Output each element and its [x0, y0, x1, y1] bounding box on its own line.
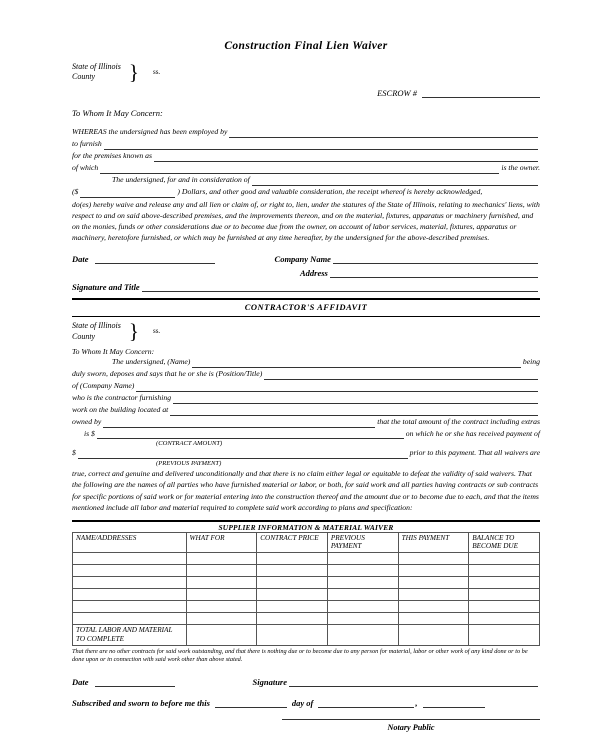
table-row[interactable]: [73, 601, 540, 613]
dollars-open-label: ($: [72, 187, 79, 197]
affidavit-brace-glyph: }: [128, 319, 139, 344]
table-cell[interactable]: [257, 625, 328, 646]
table-cell[interactable]: [186, 577, 257, 589]
table-cell[interactable]: [327, 553, 398, 565]
table-cell[interactable]: [257, 613, 328, 625]
sworn-day-input[interactable]: [215, 699, 287, 707]
affidavit-heading: CONTRACTOR'S AFFIDAVIT: [244, 302, 368, 313]
whereas-line-1: [72, 127, 540, 138]
affidavit-top-rule: [72, 298, 540, 300]
dollars-tail-label: ) Dollars, and other good and valuable consideration, the receipt whereof is hereby acknowledged,: [177, 187, 483, 197]
whereas-line-5: [72, 175, 540, 186]
notary-block: [72, 677, 540, 732]
table-cell[interactable]: [398, 553, 469, 565]
day-of-label: day of: [291, 697, 314, 708]
column-header-what-for: WHAT FOR: [186, 532, 257, 553]
column-header-contract-price: CONTRACT PRICE: [257, 532, 328, 553]
affidavit-venue-state: State of Illinois: [72, 321, 121, 331]
whereas-line-3: [72, 151, 540, 162]
table-cell[interactable]: [186, 553, 257, 565]
venue-ss: ss.: [152, 67, 161, 76]
fineprint-paragraph: That there are no other contracts for said work outstanding, and that there is nothing due or to become due to any person for material, labor or other work of any kind done or to be done upon or in connection with said work other than above stated.: [72, 647, 528, 664]
bottom-signature-input[interactable]: [289, 678, 538, 686]
table-row[interactable]: [73, 589, 540, 601]
whereas-line-2: [72, 139, 540, 150]
premises-input[interactable]: [154, 155, 538, 163]
notary-public-label: Notary Public: [387, 722, 435, 732]
table-cell[interactable]: [327, 577, 398, 589]
supplier-table: [72, 532, 540, 646]
table-cell[interactable]: [186, 601, 257, 613]
sworn-year-input[interactable]: [423, 699, 485, 707]
affidavit-owned-input[interactable]: [103, 420, 375, 428]
affidavit-company-label: of (Company Name): [72, 380, 135, 390]
signature-title-input[interactable]: [142, 284, 538, 292]
table-cell[interactable]: [257, 553, 328, 565]
affidavit-name-row: [72, 357, 540, 368]
affidavit-company-row: [72, 381, 540, 392]
affidavit-venue-block: [72, 319, 540, 344]
consideration-label: The undersigned, for and in consideration of: [112, 175, 250, 185]
table-cell[interactable]: [327, 613, 398, 625]
column-header-previous-payment: PREVIOUS PAYMENT: [327, 532, 398, 553]
to-whom-it-may-concern: To Whom It May Concern:: [72, 108, 163, 119]
column-header-this-payment: THIS PAYMENT: [398, 532, 469, 553]
affidavit-position-label: duly sworn, deposes and says that he or she is (Position/Title): [72, 368, 263, 378]
affidavit-venue-county: County: [72, 331, 96, 341]
table-cell[interactable]: [257, 589, 328, 601]
supplier-table-heading: SUPPLIER INFORMATION & MATERIAL WAIVER: [218, 522, 394, 532]
table-cell[interactable]: [73, 589, 187, 601]
affidavit-contractor-input[interactable]: [173, 396, 538, 404]
table-cell[interactable]: [469, 553, 540, 565]
date-input[interactable]: [95, 257, 215, 265]
table-cell[interactable]: [257, 577, 328, 589]
signature-title-label: Signature and Title: [72, 282, 140, 293]
to-furnish-label: to furnish: [72, 139, 102, 149]
subscribed-sworn-label: Subscribed and sworn to before me this: [72, 697, 210, 708]
affidavit-bottom-rule: [72, 316, 540, 317]
affidavit-contract-amount-input[interactable]: [97, 432, 404, 440]
notary-signature-line[interactable]: [282, 719, 540, 720]
company-name-label: Company Name: [274, 254, 331, 265]
venue-block: [72, 59, 540, 84]
affidavit-previous-payment-input[interactable]: [78, 452, 408, 460]
affidavit-closing-paragraph: true, correct and genuine and delivered unconditionally and that there is no claim either legal or equitable to defeat the validity of said waivers. That the following are the names of all parties who have furnished material or labor, or both, for said work and all parties having contracts or sub contracts for specific portions of said work or for material entering into the construction thereof and the amount due or to become due to each, and that the items mentioned include all labor and material required to complete said work according to plans and specification:: [72, 469, 539, 512]
previous-payment-caption: (PREVIOUS PAYMENT): [156, 460, 222, 468]
table-row[interactable]: [73, 613, 540, 625]
supplier-table-body: [73, 553, 540, 646]
affidavit-previous-payment-row: [72, 448, 540, 459]
table-row[interactable]: [73, 577, 540, 589]
affidavit-owned-row: [72, 417, 540, 428]
affidavit-prev-dollar-label: $: [72, 448, 76, 458]
owner-input[interactable]: [100, 167, 499, 175]
sworn-month-input[interactable]: [318, 699, 414, 707]
waiver-paragraph: do(es) hereby waive and release any and all lien or claim of, or right to, lien, under the statures of the State of Illinois, relating to mechanics' liens, with respect to and on said above-described premises, and the improvements thereon, and on the material, fixtures, apparatus or machinery furnished, and on the monies, funds or other considerations due or to become due from the owner, on account of labor services, material, fixtures, apparatus or machinery, heretofore furnished, or which may be furnished at any time hereafter, by the undersigned for the above-described premises.: [72, 200, 540, 243]
affidavit-prior-payment-label: prior to this payment. That all waivers are: [409, 448, 540, 458]
venue-state: State of Illinois: [72, 62, 121, 71]
contract-amount-caption: (CONTRACT AMOUNT): [156, 440, 223, 448]
escrow-label: ESCROW #: [377, 88, 417, 99]
total-labor-material-label: TOTAL LABOR AND MATERIAL TO COMPLETE: [73, 625, 187, 646]
table-cell[interactable]: [73, 601, 187, 613]
date-company-row: [72, 254, 540, 264]
signature-block: [72, 254, 540, 292]
address-input[interactable]: [330, 270, 538, 278]
table-cell[interactable]: [73, 577, 187, 589]
table-cell[interactable]: [327, 589, 398, 601]
table-cell[interactable]: [73, 565, 187, 577]
whereas-line-1-label: WHEREAS the undersigned has been employed by: [72, 127, 228, 137]
venue-county: County: [72, 72, 96, 82]
bottom-date-input[interactable]: [95, 678, 175, 686]
table-cell[interactable]: [327, 565, 398, 577]
table-cell[interactable]: [73, 553, 187, 565]
table-cell[interactable]: [186, 625, 257, 646]
affidavit-name-input[interactable]: [192, 360, 521, 368]
table-cell[interactable]: [398, 625, 469, 646]
table-cell[interactable]: [398, 577, 469, 589]
consideration-input[interactable]: [252, 179, 538, 187]
affidavit-company-input[interactable]: [136, 384, 538, 392]
address-label: Address: [300, 268, 328, 279]
whereas-line-6: [72, 187, 540, 198]
bottom-signature-label: Signature: [252, 676, 288, 687]
affidavit-building-row: [72, 405, 540, 416]
date-label: Date: [72, 254, 89, 265]
table-cell[interactable]: [398, 601, 469, 613]
table-top-rule: [72, 520, 540, 522]
of-which-label: of which: [72, 163, 99, 173]
table-cell[interactable]: [398, 565, 469, 577]
affidavit-contractor-label: who is the contractor furnishing: [72, 392, 172, 402]
escrow-input[interactable]: [422, 90, 540, 98]
affidavit-contract-amount-row: [72, 429, 540, 440]
to-furnish-input[interactable]: [104, 143, 538, 151]
table-cell[interactable]: [73, 613, 187, 625]
table-cell[interactable]: [469, 577, 540, 589]
affidavit-to-whom: To Whom It May Concern:: [72, 346, 155, 356]
table-cell[interactable]: [469, 613, 540, 625]
table-row[interactable]: [73, 553, 540, 565]
company-name-input[interactable]: [333, 256, 538, 264]
whereas-line-4: [72, 163, 540, 174]
table-cell[interactable]: [469, 625, 540, 646]
premises-label: for the premises known as: [72, 151, 153, 161]
affidavit-being-label: being: [522, 356, 540, 366]
table-row[interactable]: [73, 565, 540, 577]
table-cell[interactable]: [398, 589, 469, 601]
table-header-row: [73, 532, 540, 553]
address-row: [72, 268, 540, 278]
table-cell[interactable]: [257, 565, 328, 577]
affidavit-total-amount-label: that the total amount of the contract including extras: [377, 416, 540, 426]
dollar-amount-input[interactable]: [80, 191, 175, 199]
brace-glyph: }: [128, 59, 139, 84]
table-cell[interactable]: [327, 625, 398, 646]
column-header-name-addresses: NAME/ADDRESSES: [73, 532, 187, 553]
bottom-date-signature-row: [72, 677, 540, 687]
affidavit-owned-label: owned by: [72, 416, 102, 426]
affidavit-building-label: work on the building located at: [72, 404, 169, 414]
table-cell[interactable]: [186, 613, 257, 625]
table-cell[interactable]: [469, 589, 540, 601]
employed-by-input[interactable]: [229, 131, 538, 139]
table-total-row[interactable]: [73, 625, 540, 646]
page-title: Construction Final Lien Waiver: [224, 40, 388, 52]
bottom-date-label: Date: [72, 676, 89, 687]
signature-title-row: [72, 282, 540, 292]
table-cell[interactable]: [257, 601, 328, 613]
affidavit-is-label: is $: [84, 428, 95, 438]
table-cell[interactable]: [469, 565, 540, 577]
table-cell[interactable]: [186, 589, 257, 601]
affidavit-venue-ss: ss.: [152, 327, 161, 336]
column-header-balance-to-become-due: BALANCE TO BECOME DUE: [469, 532, 540, 553]
is-the-owner-label: is the owner.: [501, 163, 540, 173]
affidavit-sworn-row: [72, 369, 540, 380]
escrow-row: [72, 88, 540, 98]
table-cell[interactable]: [398, 613, 469, 625]
table-cell[interactable]: [327, 601, 398, 613]
table-cell[interactable]: [469, 601, 540, 613]
affidavit-position-input[interactable]: [264, 372, 538, 380]
affidavit-name-label: The undersigned, (Name): [112, 356, 191, 366]
table-cell[interactable]: [186, 565, 257, 577]
affidavit-building-input[interactable]: [170, 408, 538, 416]
affidavit-received-payment-label: on which he or she has received payment of: [405, 428, 540, 438]
subscribed-sworn-row: [72, 698, 540, 708]
comma-separator: ,: [415, 697, 418, 708]
affidavit-contractor-row: [72, 393, 540, 404]
